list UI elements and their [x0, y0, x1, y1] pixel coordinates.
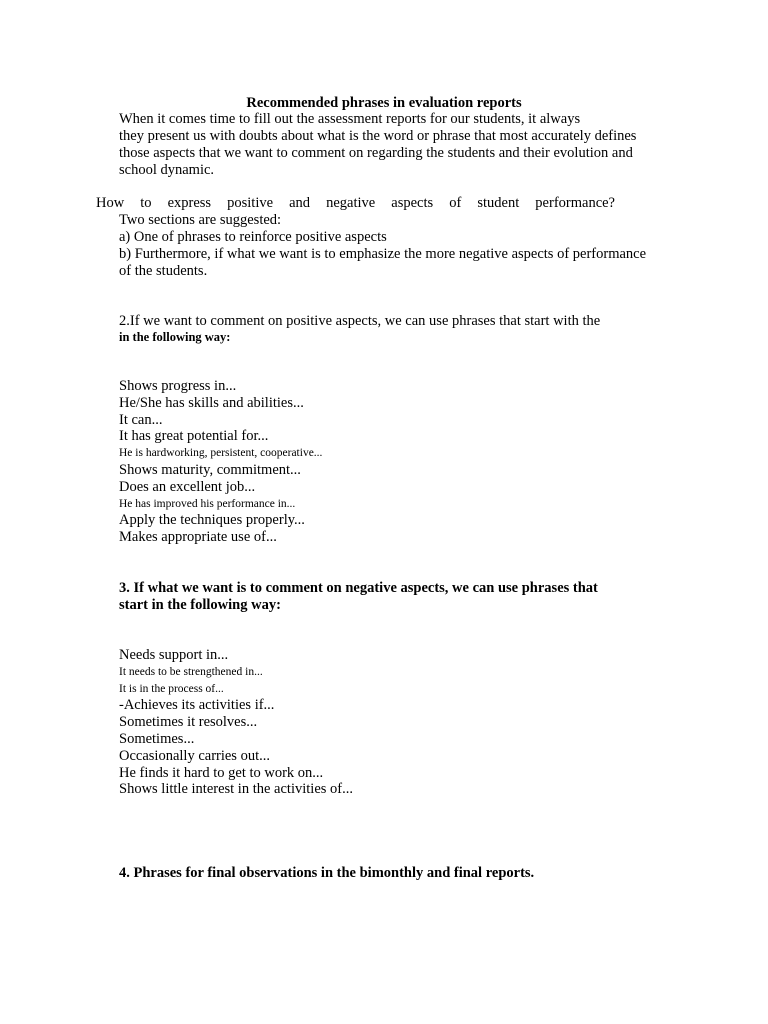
negative-phrase: -Achieves its activities if... — [119, 697, 275, 714]
positive-phrase: It has great potential for... — [119, 428, 269, 445]
intro-line-3: those aspects that we want to comment on regarding the students and their evolution and — [119, 145, 633, 161]
positive-heading-line-2: in the following way: — [119, 330, 231, 344]
positive-phrase: He is hardworking, persistent, cooperative... — [119, 447, 323, 460]
sections-intro-line-1: Two sections are suggested: — [119, 212, 282, 228]
negative-phrase: He finds it hard to get to work on... — [119, 764, 324, 781]
positive-phrase: Makes appropriate use of... — [119, 529, 277, 546]
positive-phrase: Does an excellent job... — [119, 478, 256, 495]
final-heading: 4. Phrases for final observations in the bimonthly and final reports. — [119, 865, 535, 881]
positive-phrase: Apply the techniques properly... — [119, 512, 305, 529]
positive-phrase: He/She has skills and abilities... — [119, 394, 304, 411]
sections-intro-line-4: of the students. — [119, 263, 208, 279]
negative-phrase: It needs to be strengthened in... — [119, 665, 263, 678]
sections-intro-line-2: a) One of phrases to reinforce positive aspects — [119, 229, 387, 245]
document-title: Recommended phrases in evaluation reports — [246, 95, 522, 111]
negative-heading-line-2: start in the following way: — [119, 597, 281, 613]
sections-intro-line-3: b) Furthermore, if what we want is to emphasize the more negative aspects of performance — [119, 246, 647, 262]
positive-phrase: It can... — [119, 411, 163, 428]
question-line: How to express positive and negative aspects of student performance? — [96, 195, 615, 211]
negative-phrase: Shows little interest in the activities of... — [119, 781, 353, 798]
negative-phrase: It is in the process of... — [119, 682, 224, 695]
positive-heading-line-1: 2.If we want to comment on positive aspects, we can use phrases that start with the — [119, 313, 601, 329]
positive-phrase: Shows maturity, commitment... — [119, 462, 301, 478]
positive-phrase: He has improved his performance in... — [119, 497, 296, 510]
intro-line-1: When it comes time to fill out the assessment reports for our students, it always — [119, 111, 581, 127]
negative-phrase: Needs support in... — [119, 647, 229, 663]
negative-phrase: Sometimes it resolves... — [119, 714, 258, 731]
positive-phrase: Shows progress in... — [119, 378, 237, 394]
negative-phrase: Sometimes... — [119, 731, 195, 747]
intro-line-4: school dynamic. — [119, 162, 215, 178]
negative-phrase: Occasionally carries out... — [119, 747, 270, 764]
negative-heading-line-1: 3. If what we want is to comment on negative aspects, we can use phrases that — [119, 580, 598, 596]
intro-line-2: they present us with doubts about what is the word or phrase that most accurately defines — [119, 128, 637, 144]
